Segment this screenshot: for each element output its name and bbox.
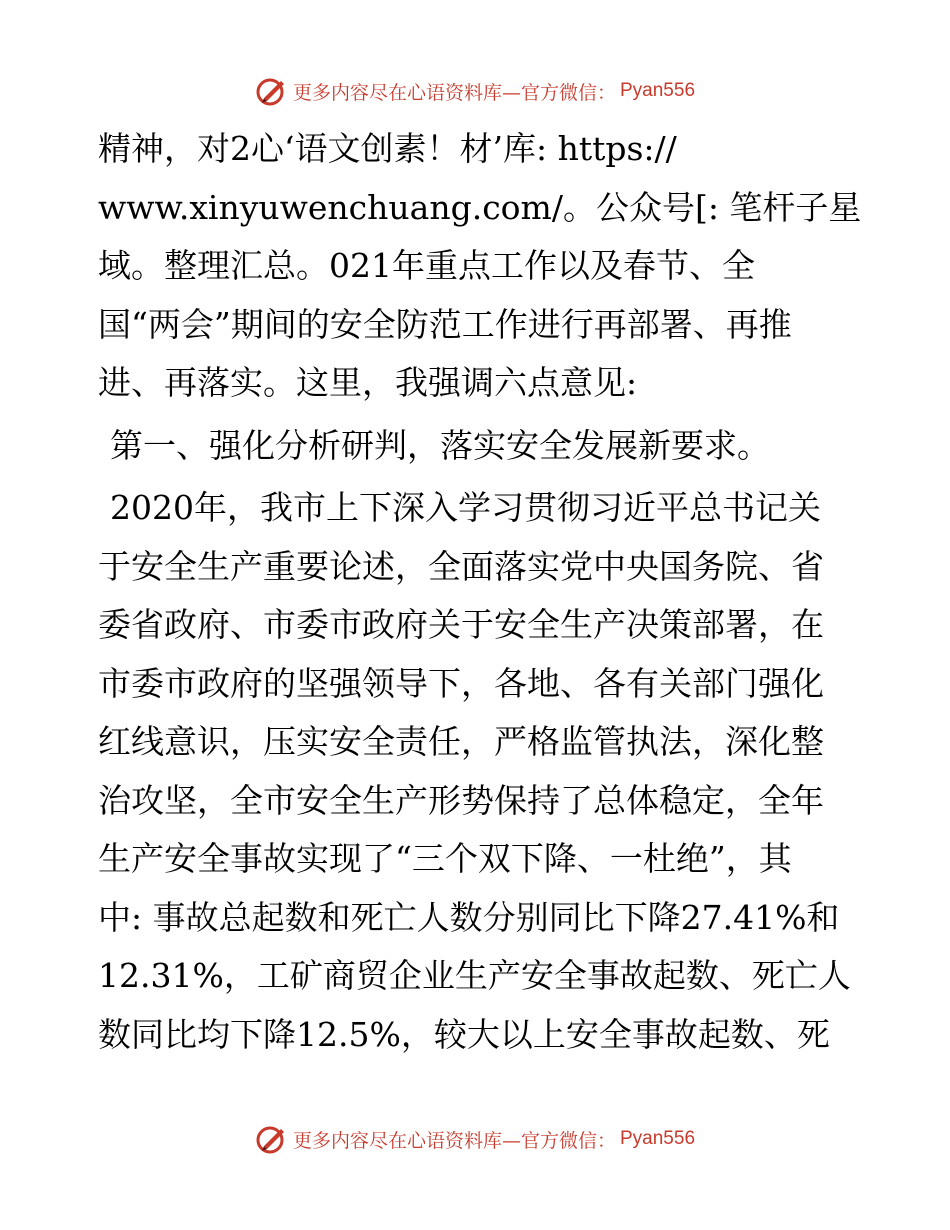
footer-banner	[0, 1119, 950, 1159]
text-line: 国“两会”期间的安全防范工作进行再部署、再推	[98, 304, 792, 344]
text-line: 精神，对2心‘语文创素！材’库: https://	[98, 129, 677, 168]
section-heading: 第一、强化分析研判，落实安全发展新要求。	[110, 425, 770, 465]
text-line: 委省政府、市委市政府关于安全生产决策部署，在	[98, 605, 824, 644]
document-body	[98, 120, 868, 1064]
header-banner	[0, 71, 950, 111]
section-heading-one	[98, 417, 868, 476]
text-line: 进、再落实。这里，我强调六点意见:	[98, 363, 638, 402]
banner-wechat-label: 官方微信：	[520, 1129, 616, 1152]
banner-account: Pyan556	[620, 80, 696, 101]
pen-logo-icon	[255, 74, 289, 108]
text-line: 域。整理汇总。021年重点工作以及春节、全	[98, 246, 755, 285]
banner-text: 更多内容尽在心语资料库—	[292, 1129, 521, 1152]
banner-text: 更多内容尽在心语资料库—	[292, 81, 521, 104]
text-line: 数同比均下降12.5%，较大以上安全事故起数、死	[98, 1014, 830, 1054]
text-line: www.xinyuwenchuang.com/。公众号[: 笔杆子星	[98, 187, 862, 227]
paragraph-review	[98, 479, 868, 1064]
text-line: 12.31%，工矿商贸企业生产安全事故起数、死亡人	[98, 956, 851, 995]
text-line: 生产安全事故实现了“三个双下降、一杜绝”，其	[98, 839, 792, 878]
pen-logo-icon	[255, 1122, 289, 1156]
text-line: 治攻坚，全市安全生产形势保持了总体稳定，全年	[98, 780, 824, 820]
text-line: 2020年，我市上下深入学习贯彻习近平总书记关	[110, 488, 821, 527]
banner-account: Pyan556	[620, 1128, 696, 1149]
banner-wechat-label: 官方微信：	[520, 81, 616, 104]
paragraph-intro	[98, 120, 868, 413]
text-line: 于安全生产重要论述，全面落实党中央国务院、省	[98, 546, 824, 586]
text-line: 市委市政府的坚强领导下，各地、各有关部门强化	[98, 663, 824, 703]
text-line: 中: 事故总起数和死亡人数分别同比下降27.41%和	[98, 897, 840, 937]
text-line: 红线意识，压实安全责任，严格监管执法，深化整	[98, 722, 824, 761]
